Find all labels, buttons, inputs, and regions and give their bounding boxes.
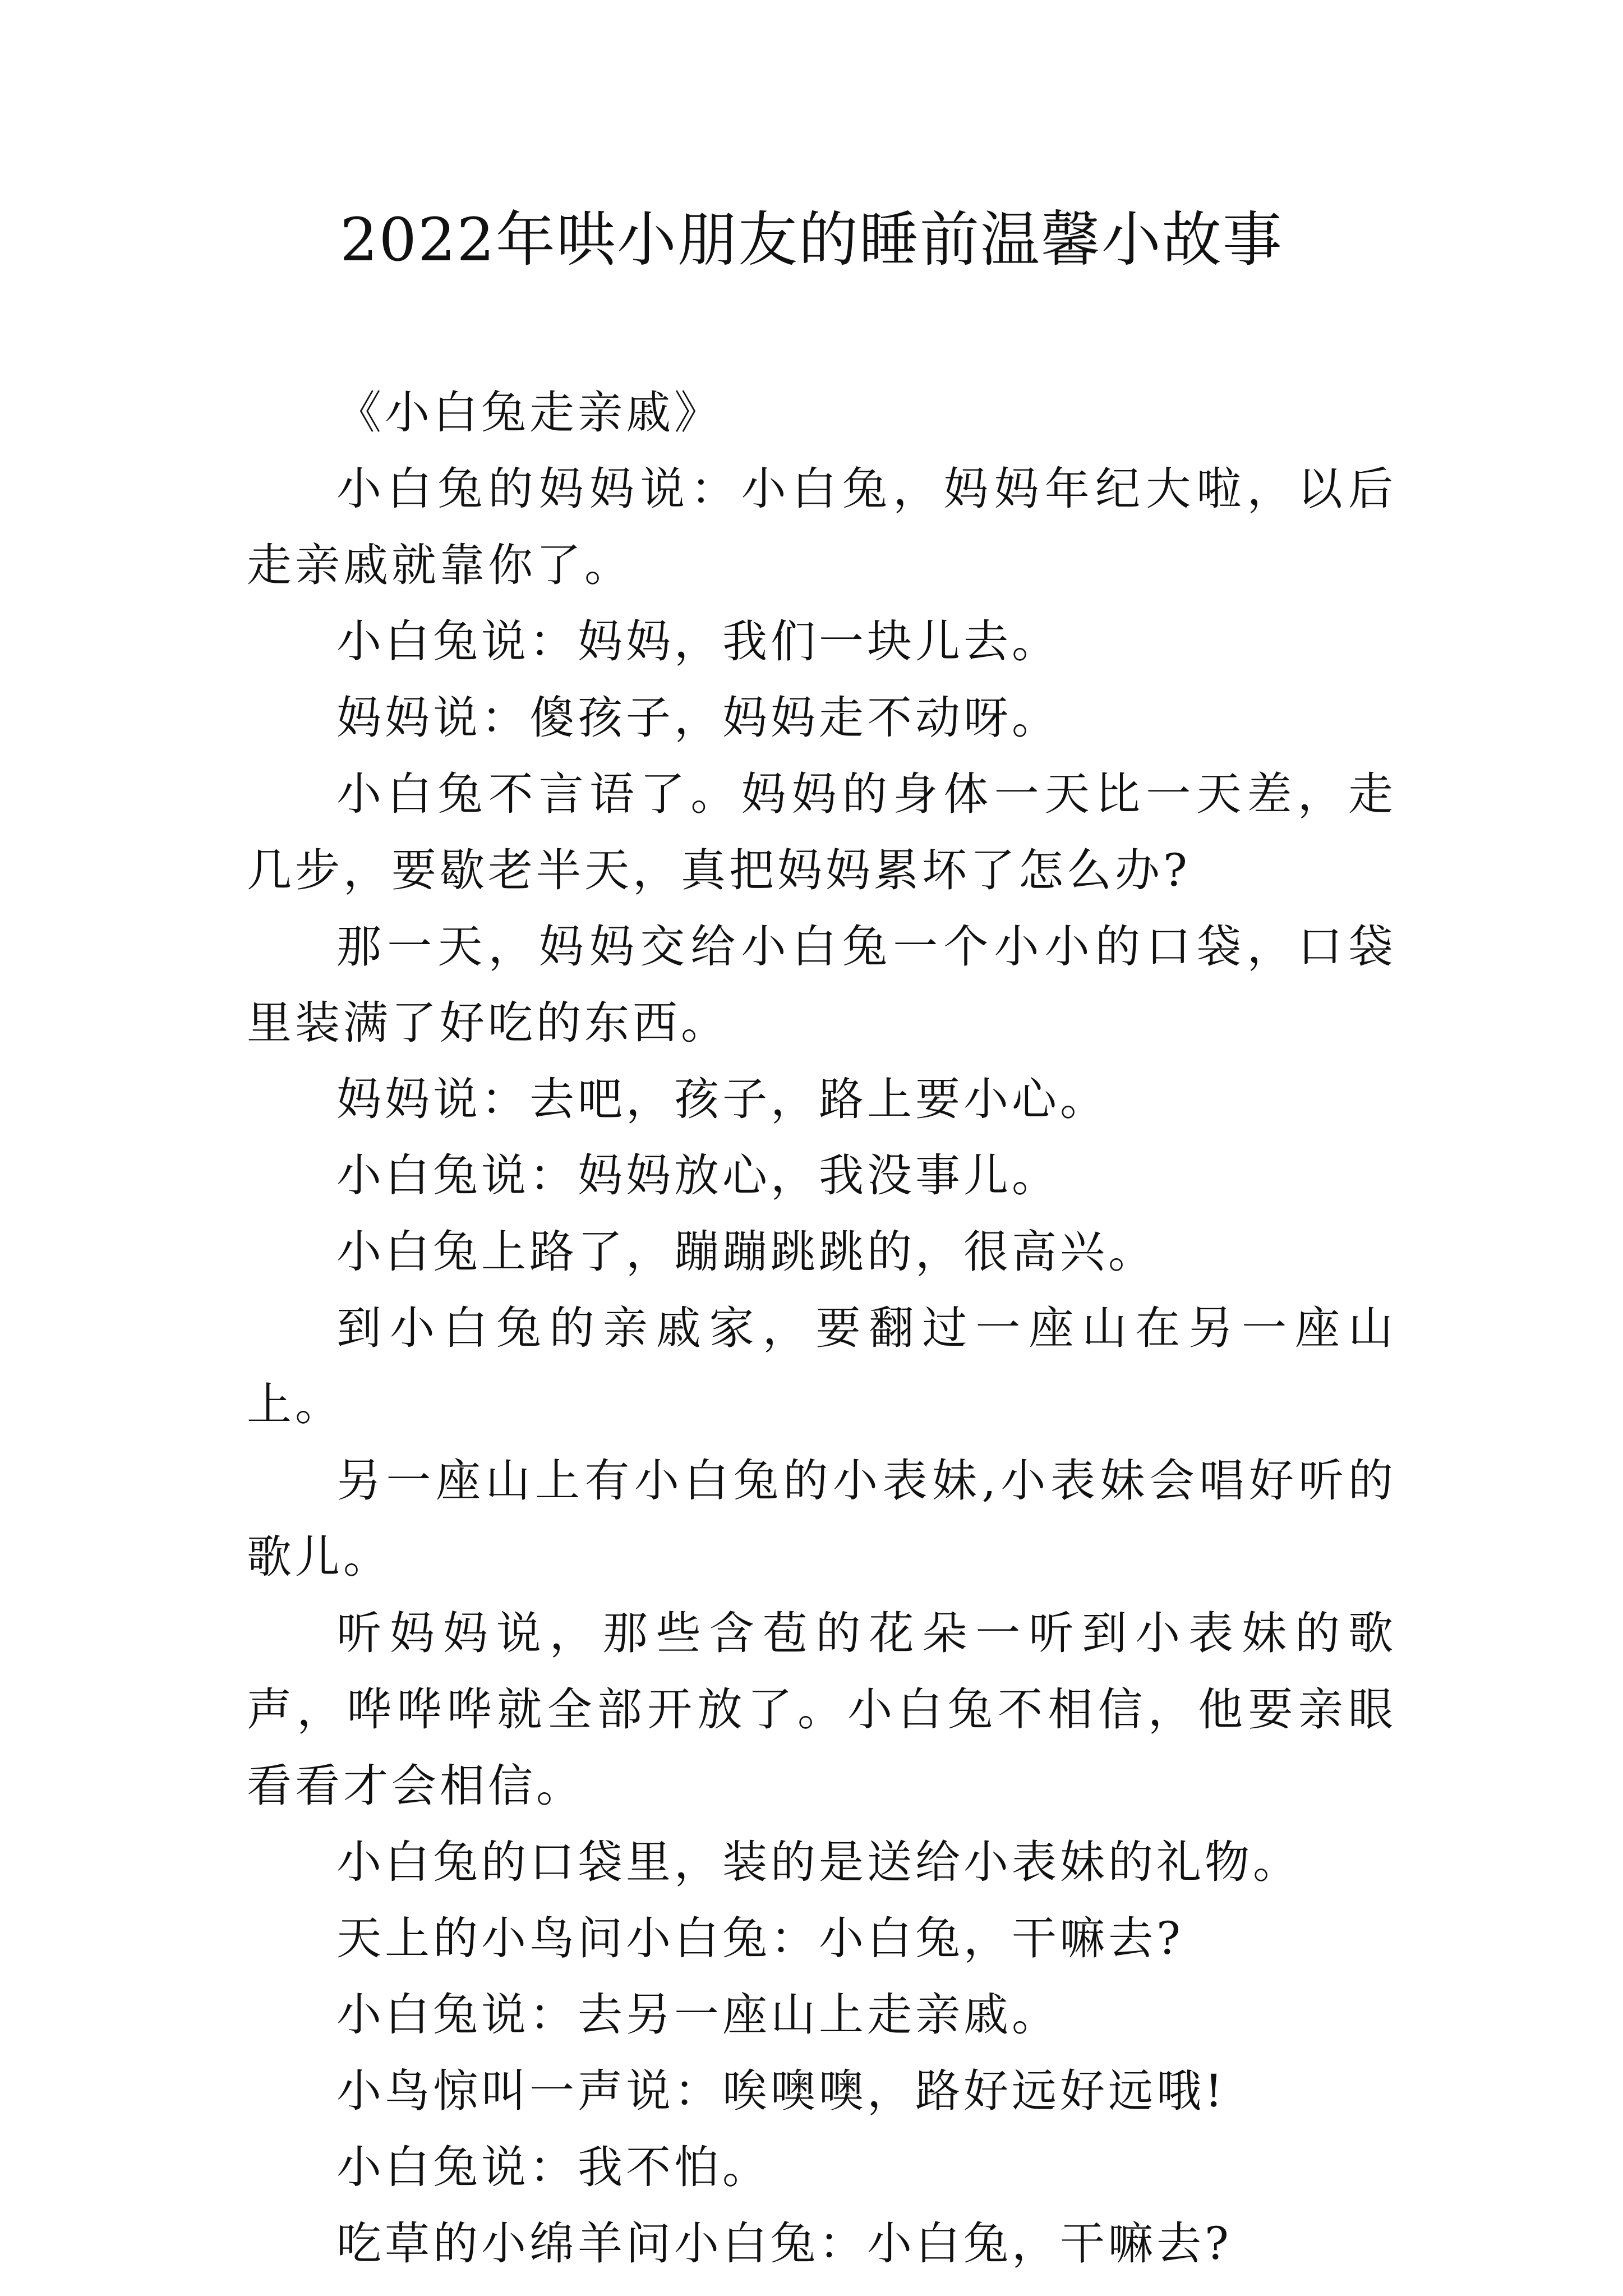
paragraph: 小鸟惊叫一声说：唉噢噢，路好远好远哦!	[336, 2065, 1227, 2117]
paragraph: 小白兔的口袋里，装的是送给小表妹的礼物。	[336, 1836, 1301, 1888]
paragraph: 听妈妈说，那些含苞的花朵一听到小表妹的歌声，哗哗哗就全部开放了。小白兔不相信，他要亲眼看看才会相信。	[247, 1607, 1396, 1812]
story-title: 《小白兔走亲戚》	[336, 386, 722, 439]
paragraph: 小白兔说：我不怕。	[336, 2141, 771, 2193]
paragraph: 小白兔上路了，蹦蹦跳跳的，很高兴。	[336, 1226, 1156, 1278]
paragraph: 小白兔不言语了。妈妈的身体一天比一天差，走几步，要歇老半天，真把妈妈累坏了怎么办?	[247, 768, 1396, 896]
paragraph: 小白兔说：妈妈，我们一块儿去。	[336, 615, 1060, 668]
paragraph: 天上的小鸟问小白兔：小白兔，干嘛去?	[336, 1912, 1184, 1964]
paragraph: 妈妈说：傻孩子，妈妈走不动呀。	[336, 692, 1060, 744]
document-title: 2022年哄小朋友的睡前温馨小故事	[340, 205, 1283, 274]
paragraph: 小白兔说：妈妈放心，我没事儿。	[336, 1149, 1060, 1202]
paragraph: 小白兔说：去另一座山上走亲戚。	[336, 1989, 1060, 2041]
paragraph: 吃草的小绵羊问小白兔：小白兔，干嘛去?	[336, 2217, 1232, 2270]
paragraph: 到小白兔的亲戚家，要翻过一座山在另一座山上。	[247, 1302, 1396, 1430]
paragraph: 另一座山上有小白兔的小表妹,小表妹会唱好听的歌儿。	[247, 1455, 1396, 1583]
paragraph: 那一天，妈妈交给小白兔一个小小的口袋，口袋里装满了好吃的东西。	[247, 921, 1396, 1049]
document-body	[247, 375, 1396, 2282]
paragraph: 妈妈说：去吧，孩子，路上要小心。	[336, 1073, 1108, 1125]
paragraph: 小白兔的妈妈说：小白兔，妈妈年纪大啦，以后走亲戚就靠你了。	[247, 463, 1396, 591]
